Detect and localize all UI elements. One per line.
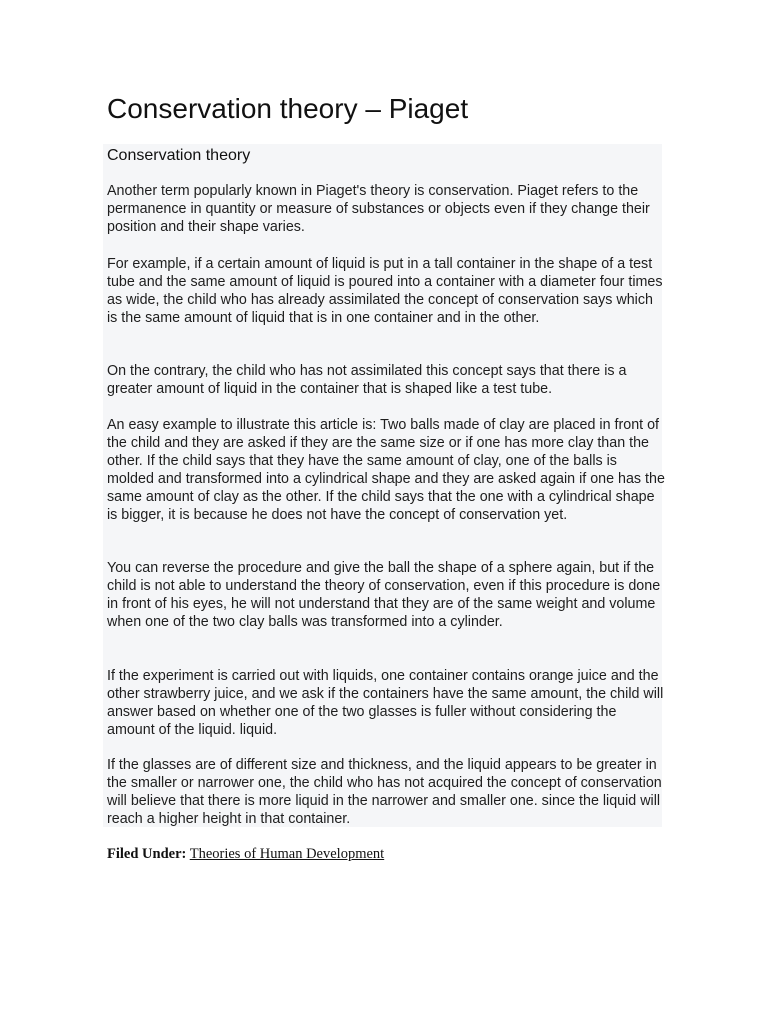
section-heading: Conservation theory: [107, 147, 251, 164]
paragraph: You can reverse the procedure and give the ball the shape of a sphere again, but if the child is not able to understand the theory of conservation, even if this procedure is done in front of his eyes, he will not understand that they are of the same weight and volume when one of the two clay balls was transformed into a cylinder.: [107, 560, 661, 630]
paragraph: On the contrary, the child who has not assimilated this concept says that there is a greater amount of liquid in the container that is shaped like a test tube.: [107, 363, 627, 397]
category-link[interactable]: Theories of Human Development: [189, 846, 385, 862]
paragraph: An easy example to illustrate this article is: Two balls made of clay are placed in front of the child and they are asked if they are the same size or if one has more clay than the other. If the child says that they have the same amount of clay, one of the balls is molded and transformed into a cylindrical shape and they are asked again if one has the same amount of clay as the other. If the child says that the one with a cylindrical shape is bigger, it is because he does not have the concept of conservation yet.: [107, 417, 665, 523]
page-title: Conservation theory – Piaget: [107, 93, 469, 124]
article-body: [103, 144, 665, 827]
filed-under: [107, 845, 384, 863]
paragraph: If the glasses are of different size and thickness, and the liquid appears to be greater in the smaller or narrower one, the child who has not acquired the concept of conservation will believe that there is more liquid in the narrower and smaller one. since the liquid will reach a higher height in that container.: [107, 757, 662, 827]
paragraph: For example, if a certain amount of liquid is put in a tall container in the shape of a test tube and the same amount of liquid is poured into a container with a diameter four times as wide, the child who has already assimilated the concept of conservation says which is the same amount of liquid that is in one container and in the other.: [107, 256, 663, 326]
filed-under-label: Filed Under:: [107, 846, 187, 862]
paragraph: If the experiment is carried out with liquids, one container contains orange juice and the other strawberry juice, and we ask if the containers have the same amount, the child will answer based on whether one of the two glasses is fuller without considering the amount of the liquid. liquid.: [107, 668, 664, 738]
paragraph: Another term popularly known in Piaget's theory is conservation. Piaget refers to the permanence in quantity or measure of substances or objects even if they change their position and their shape varies.: [107, 183, 650, 235]
